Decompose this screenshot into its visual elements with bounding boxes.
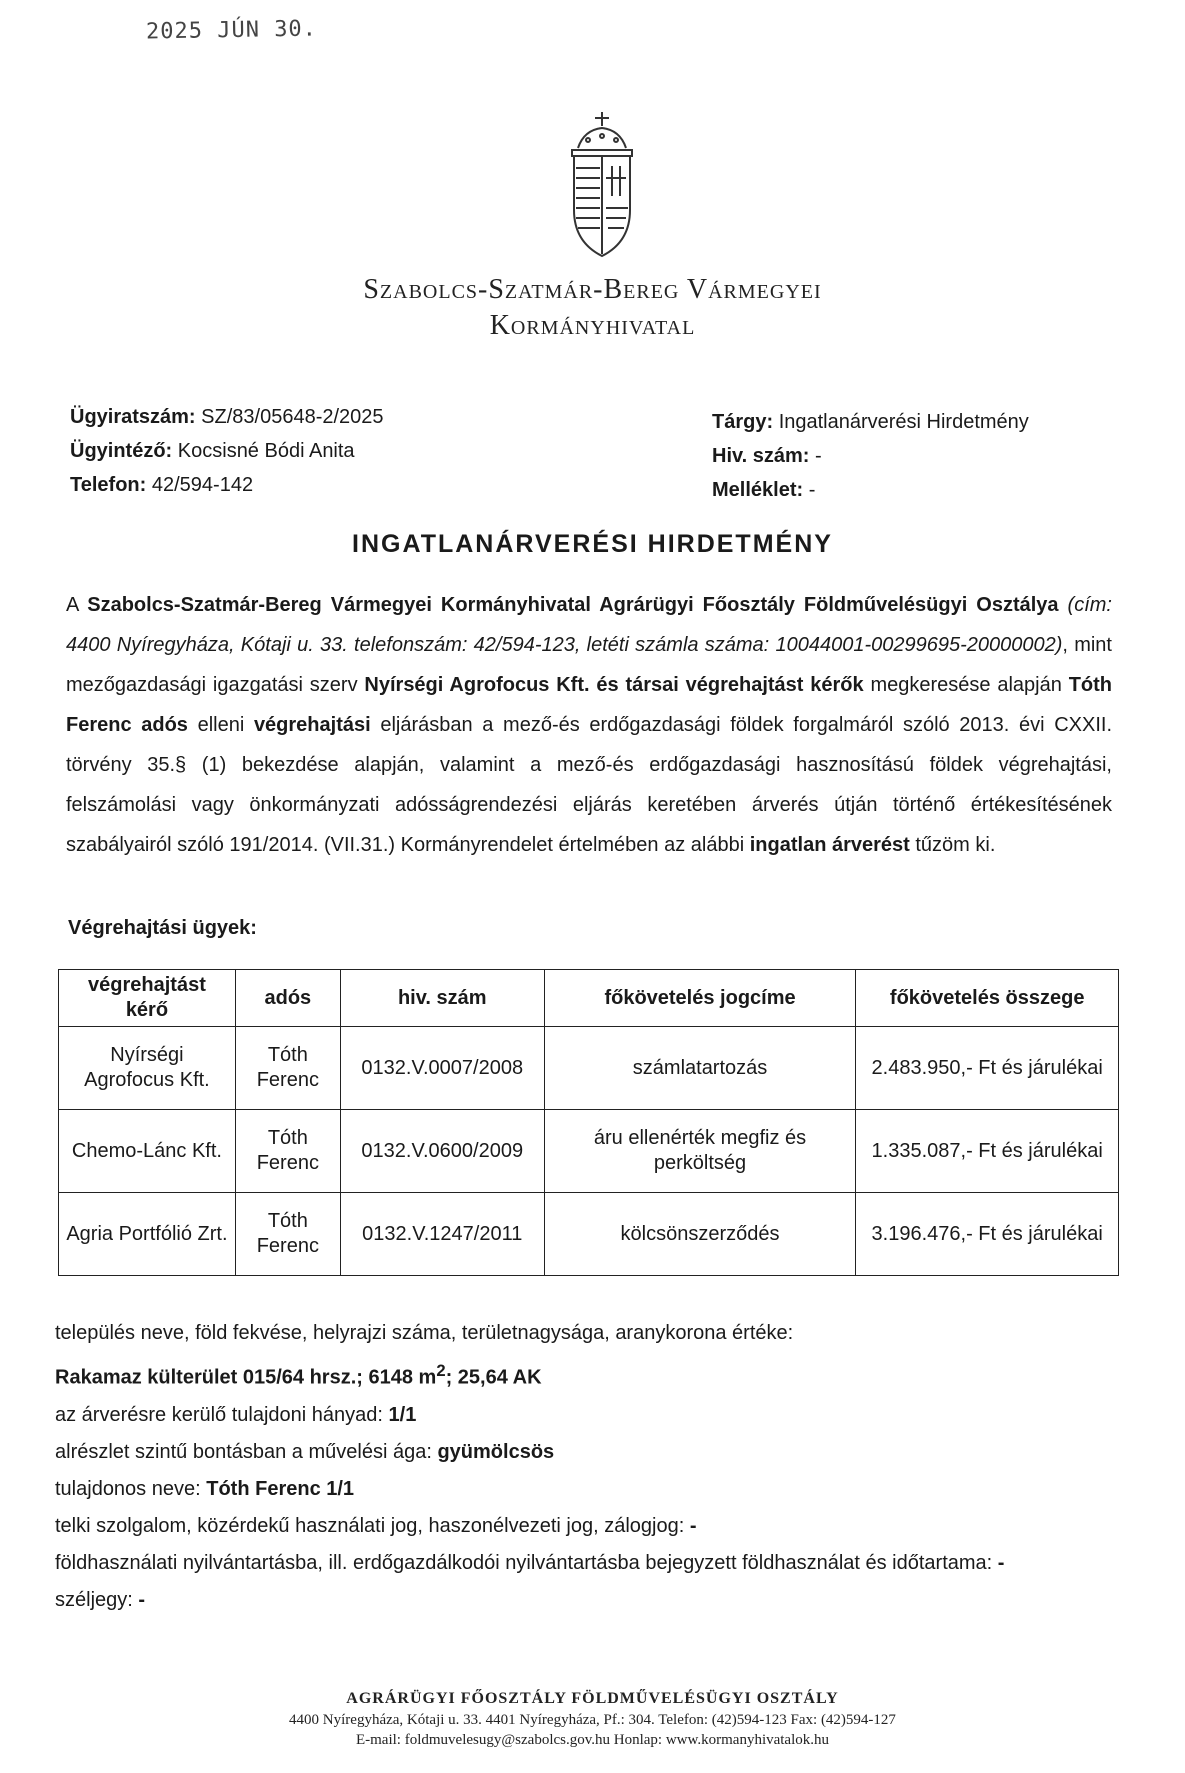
location-label: település neve, föld fekvése, helyrajzi száma, területnagysága, aranykorona értéke:: [55, 1322, 794, 1344]
parcel-text-a: Rakamaz külterület 015/64 hrsz.; 6148 m: [55, 1366, 437, 1389]
owner-label: tulajdonos neve:: [55, 1477, 207, 1500]
share-line: [55, 1397, 1115, 1434]
page-footer: [0, 1688, 1185, 1750]
agency-name: [0, 272, 1185, 344]
phone-label: Telefon:: [70, 474, 147, 496]
owner-line: [55, 1471, 1115, 1508]
reference-value: -: [815, 445, 822, 467]
cultivation-value: gyümölcsös: [437, 1440, 555, 1463]
body-text-13: tűzöm ki.: [909, 834, 996, 856]
phone-value: 42/594-142: [151, 474, 254, 496]
case-number-value: SZ/83/05648-2/2025: [201, 406, 384, 428]
case-number-row: [70, 400, 384, 434]
table-cell: 1.335.087,- Ft és járulékai: [856, 1110, 1119, 1193]
property-details: [55, 1315, 1115, 1619]
body-text-1: A: [66, 594, 88, 616]
szeljegy-value: -: [138, 1588, 146, 1611]
table-cell: kölcsönszerződés: [544, 1193, 856, 1276]
column-header: adós: [235, 970, 340, 1027]
table-row: [59, 1110, 1119, 1193]
case-meta-right: [712, 405, 1029, 507]
body-creditors: Nyírségi Agrofocus Kft. és társai végrehajtást kérők: [364, 674, 864, 696]
table-cell: 3.196.476,- Ft és járulékai: [856, 1193, 1119, 1276]
enforcement-cases-table: [58, 969, 1119, 1276]
share-label: az árverésre kerülő tulajdoni hányad:: [55, 1403, 389, 1426]
table-cell: Nyírségi Agrofocus Kft.: [59, 1027, 236, 1110]
table-cell: 0132.V.0600/2009: [340, 1110, 544, 1193]
table-cell: Chemo-Lánc Kft.: [59, 1110, 236, 1193]
szeljegy-label: széljegy:: [55, 1588, 139, 1611]
owner-value: Tóth Ferenc 1/1: [206, 1477, 355, 1500]
landuse-value: -: [997, 1551, 1005, 1574]
share-value: 1/1: [388, 1403, 417, 1426]
table-cell: Agria Portfólió Zrt.: [59, 1193, 236, 1276]
body-procedure: végrehajtási: [253, 714, 371, 736]
body-text-5: , mint mezőgazdasági igazgatási szerv: [66, 634, 1112, 696]
table-cell: Tóth Ferenc: [235, 1193, 340, 1276]
table-row: [59, 1193, 1119, 1276]
landuse-line: [55, 1545, 1115, 1582]
table-cell: Tóth Ferenc: [235, 1027, 340, 1110]
agency-name-line2: Kormányhivatal: [489, 310, 696, 341]
column-header: főkövetelés összege: [856, 970, 1119, 1027]
cultivation-line: [55, 1434, 1115, 1471]
subject-label: Tárgy:: [712, 411, 774, 433]
attachment-label: Melléklet:: [712, 479, 804, 501]
landuse-label: földhasználati nyilvántartásba, ill. erdőgazdálkodói nyilvántartásba bejegyzett földhasználat és időtartama:: [55, 1551, 998, 1574]
clerk-row: [70, 434, 384, 468]
column-header: hiv. szám: [340, 970, 544, 1027]
coat-of-arms-icon: [560, 108, 644, 266]
table-cell: számlatartozás: [544, 1027, 856, 1110]
table-cell: 2.483.950,- Ft és járulékai: [856, 1027, 1119, 1110]
table-cell: Tóth Ferenc: [235, 1110, 340, 1193]
announcement-body: [66, 585, 1112, 865]
announcement-paragraph: [66, 585, 1112, 865]
subject-row: [712, 405, 1029, 439]
body-text-11: eljárásban a mező-és erdőgazdasági földek forgalmáról szóló 2013. évi CXXII. törvény 35.§ (1) bekezdése alapján, valamint a mező-és erdőgazdasági hasznosítású földek végrehajtási, felszámolási vagy önkormányzati adósságrendezési eljárás keretében árverés útján történő értékesítésének szabályairól szóló 191/2014. (VII.31.) Kormányrendelet értelmében az alábbi: [66, 714, 1113, 856]
footer-contact: E-mail: foldmuvelesugy@szabolcs.gov.hu Honlap: www.kormanyhivatalok.hu: [355, 1732, 830, 1748]
parcel-line: [55, 1352, 1115, 1397]
clerk-label: Ügyintéző:: [70, 440, 173, 462]
footer-address: 4400 Nyíregyháza, Kótaji u. 33. 4401 Nyíregyháza, Pf.: 304. Telefon: (42)594-123 Fax: (42)594-127: [289, 1712, 896, 1728]
column-header: végrehajtást kérő: [59, 970, 236, 1027]
received-date-stamp: 2025 JÚN 30.: [145, 16, 318, 45]
rights-line: [55, 1508, 1115, 1545]
phone-row: [70, 468, 384, 502]
cultivation-label: alrészlet szintű bontásban a művelési ága:: [55, 1440, 438, 1463]
body-auction: ingatlan árverést: [749, 834, 910, 856]
body-debtor: Tóth Ferenc adós: [66, 674, 1112, 736]
body-authority: Szabolcs-Szatmár-Bereg Vármegyei Kormányhivatal Agrárügyi Főosztály Földművelésügyi Osztálya: [87, 594, 1059, 616]
parcel-text-b: ; 25,64 AK: [445, 1366, 542, 1389]
cases-heading: Végrehajtási ügyek:: [68, 917, 257, 939]
column-header: főkövetelés jogcíme: [544, 970, 856, 1027]
reference-label: Hiv. szám:: [712, 445, 810, 467]
table-row: [59, 1027, 1119, 1110]
table-cell: 0132.V.0007/2008: [340, 1027, 544, 1110]
rights-value: -: [689, 1514, 697, 1537]
attachment-value: -: [808, 479, 816, 501]
body-text-9: elleni: [187, 714, 254, 736]
document-title: INGATLANÁRVERÉSI HIRDETMÉNY: [352, 530, 833, 558]
agency-name-line1: Szabolcs-Szatmár-Bereg Vármegyei: [363, 274, 822, 305]
szeljegy-line: [55, 1582, 1115, 1619]
footer-department: AGRÁRÜGYI FŐOSZTÁLY FÖLDMŰVELÉSÜGYI OSZTÁLY: [346, 1690, 839, 1707]
attachment-row: [712, 473, 1029, 507]
body-authority-contact: (cím: 4400 Nyíregyháza, Kótaji u. 33. telefonszám: 42/594-123, letéti számla száma: 10044001-00299695-20000002): [66, 594, 1112, 656]
reference-row: [712, 439, 1029, 473]
parcel-superscript: 2: [436, 1361, 446, 1380]
body-text-3: [1059, 594, 1068, 616]
table-cell: 0132.V.1247/2011: [340, 1193, 544, 1276]
table-cell: áru ellenérték megfiz és perköltség: [544, 1110, 856, 1193]
body-text-7: megkeresése alapján: [863, 674, 1069, 696]
subject-value: Ingatlanárverési Hirdetmény: [778, 411, 1029, 433]
case-number-label: Ügyiratszám:: [70, 406, 196, 428]
rights-label: telki szolgalom, közérdekű használati jog, haszonélvezeti jog, zálogjog:: [55, 1514, 690, 1537]
case-meta-left: [70, 400, 384, 502]
table-header-row: [59, 970, 1119, 1027]
clerk-value: Kocsisné Bódi Anita: [177, 440, 355, 462]
